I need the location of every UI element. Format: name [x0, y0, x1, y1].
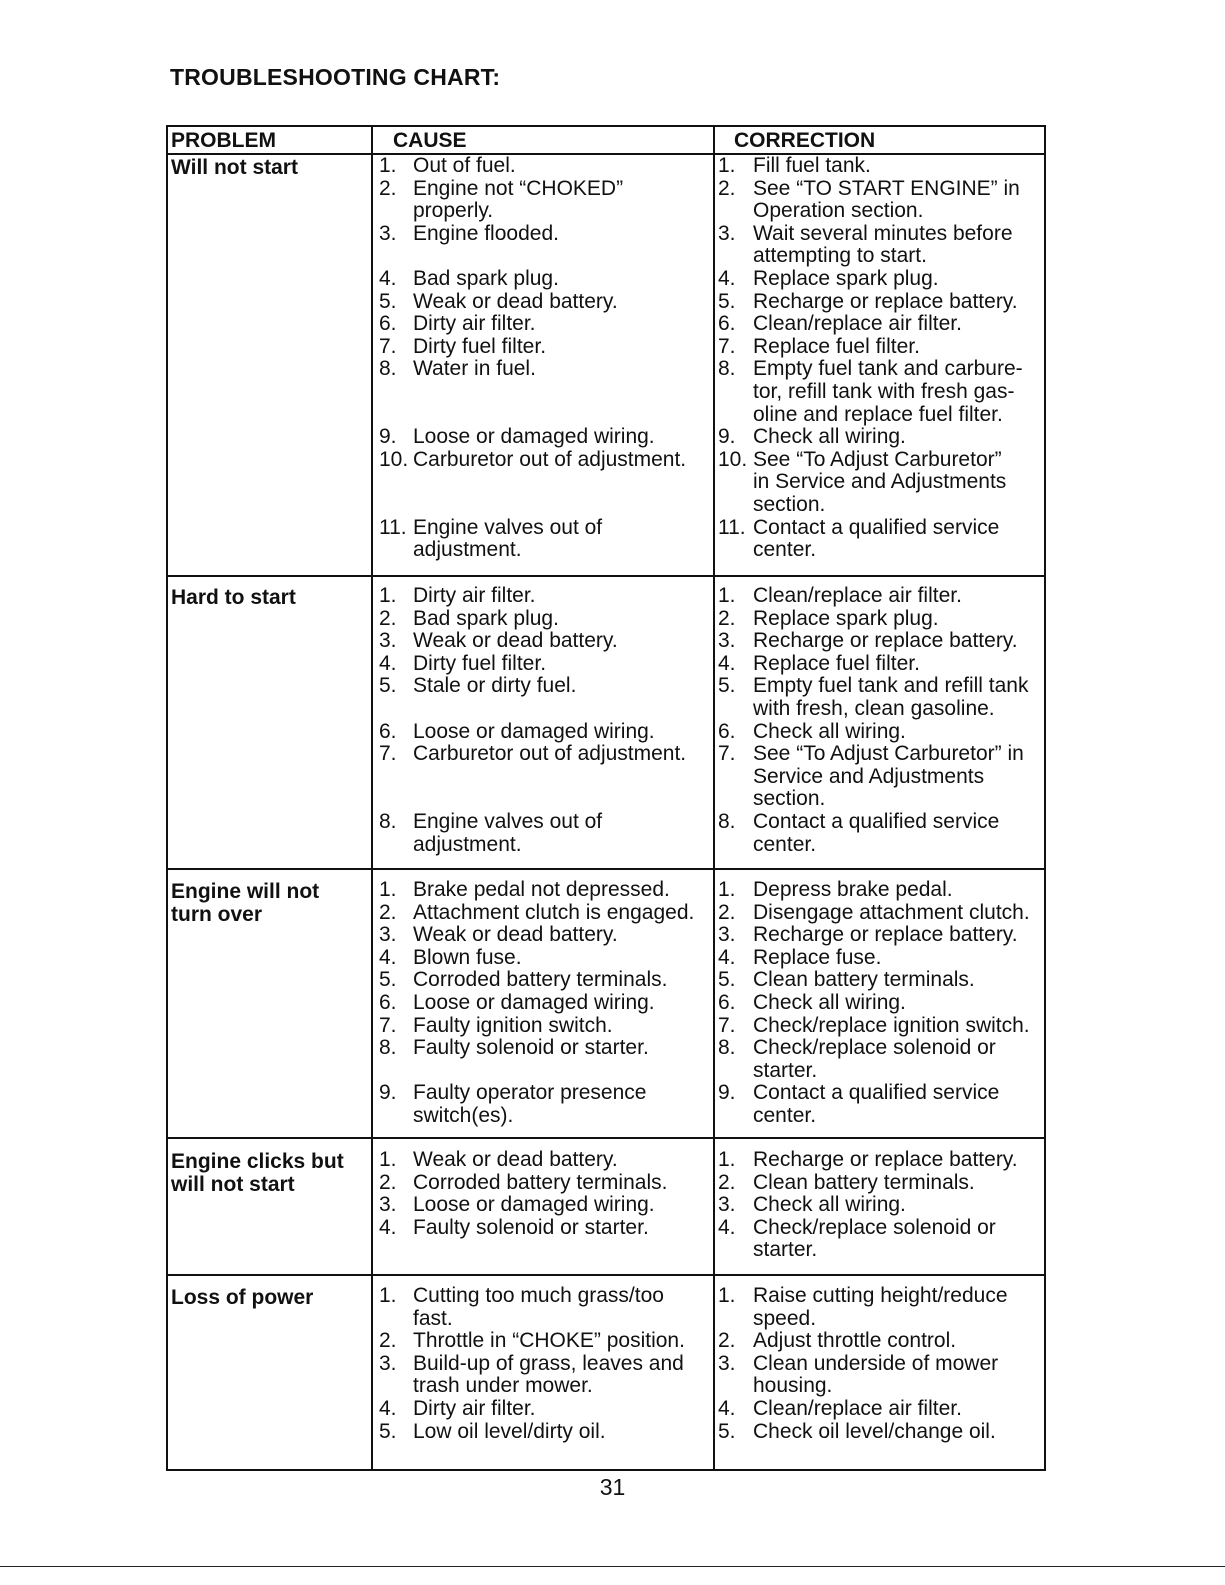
problem-label [171, 1286, 313, 1309]
cause-item-number: 3. [379, 1193, 397, 1217]
correction-item-number: 4. [718, 1397, 736, 1420]
cause-item-text [413, 1330, 685, 1353]
correction-item-number: 5. [718, 968, 736, 992]
cause-item-text [413, 223, 559, 246]
cause-item-text [413, 1082, 646, 1127]
cause-item-number: 4. [379, 267, 397, 290]
problem-label-line: turn over [171, 903, 263, 926]
correction-item-number: 1. [718, 1148, 736, 1171]
correction-text-line: with fresh, clean gasoline. [753, 696, 995, 720]
correction-item-number: 4. [718, 651, 736, 675]
cause-item-number: 1. [379, 1284, 397, 1307]
correction-text-line: Check/replace solenoid or [753, 1036, 996, 1060]
correction-text-line: Clean/replace air filter. [753, 312, 962, 336]
cause-text-line: Engine valves out of [413, 810, 603, 833]
cause-item-text [413, 1172, 667, 1195]
correction-item-number: 1. [718, 878, 736, 901]
cause-text-line: Water in fuel. [413, 357, 536, 381]
correction-text-line: Replace fuse. [753, 945, 882, 969]
cause-text-line: Engine flooded. [413, 221, 559, 245]
correction-item-number: 6. [718, 719, 736, 743]
bottom-rule [0, 1566, 1225, 1567]
problem-label-line: Engine clicks but [171, 1150, 344, 1173]
row-divider [168, 1274, 1044, 1276]
correction-text-line: Check all wiring. [753, 1193, 906, 1217]
cause-text-line: adjustment. [413, 832, 522, 856]
cause-item-number: 2. [379, 1329, 397, 1353]
correction-item-text [753, 947, 881, 970]
cause-item-text [413, 1217, 649, 1240]
cause-item-text [413, 879, 670, 902]
correction-text-line: Recharge or replace battery. [753, 923, 1018, 947]
problem-label-line: Loss of power [171, 1286, 314, 1309]
correction-item-text [753, 879, 953, 902]
cause-text-line: Dirty fuel filter. [413, 334, 547, 358]
correction-item-text [753, 336, 920, 359]
cause-text-line: Stale or dirty fuel. [413, 674, 577, 698]
correction-item-number: 2. [718, 1170, 736, 1194]
cause-item-number: 7. [379, 334, 397, 358]
cause-item-number: 5. [379, 968, 397, 992]
cause-item-text [413, 1015, 613, 1038]
cause-text-line: Throttle in “CHOKE” position. [413, 1329, 685, 1353]
correction-item-text [753, 1398, 962, 1421]
cause-item-text [413, 1285, 664, 1330]
correction-text-line: Clean/replace air filter. [753, 1397, 962, 1420]
cause-item-number: 4. [379, 1215, 397, 1239]
correction-item-number: 2. [718, 606, 736, 630]
cause-text-line: Blown fuse. [413, 945, 522, 969]
cause-text-line: Faulty operator presence [413, 1081, 647, 1105]
cause-item-text [413, 426, 655, 449]
correction-text-line: Clean underside of mower [753, 1351, 999, 1375]
cause-item-text [413, 449, 686, 472]
cause-text-line: adjustment. [413, 538, 522, 562]
cause-item-number: 6. [379, 312, 397, 336]
cause-text-line: Corroded battery terminals. [413, 1170, 668, 1194]
cause-text-line: Weak or dead battery. [413, 289, 618, 313]
correction-text-line: tor, refill tank with fresh gas- [753, 379, 1015, 403]
cause-item-number: 1. [379, 878, 397, 901]
correction-item-text [753, 155, 871, 178]
correction-item-text [753, 721, 906, 744]
cause-item-text [413, 992, 655, 1015]
cause-text-line: Build-up of grass, leaves and [413, 1351, 684, 1375]
cause-item-text [413, 743, 686, 766]
correction-text-line: starter. [753, 1238, 818, 1262]
correction-item-text [753, 608, 939, 631]
correction-item-number: 8. [718, 810, 736, 833]
correction-text-line: Fill fuel tank. [753, 154, 871, 177]
correction-text-line: housing. [753, 1374, 833, 1398]
row-divider [168, 575, 1044, 577]
correction-text-line: attempting to start. [753, 244, 927, 268]
correction-item-text [753, 1194, 906, 1217]
cause-item-number: 5. [379, 674, 397, 698]
cause-item-number: 4. [379, 651, 397, 675]
cause-item-number: 1. [379, 584, 397, 607]
cause-text-line: Low oil level/dirty oil. [413, 1419, 606, 1443]
correction-text-line: Clean/replace air filter. [753, 584, 962, 607]
correction-text-line: Raise cutting height/reduce [753, 1284, 1008, 1307]
cause-item-number: 9. [379, 425, 397, 449]
correction-item-text [753, 358, 1023, 426]
correction-item-text [753, 924, 1018, 947]
cause-item-text [413, 924, 618, 947]
cause-item-number: 2. [379, 900, 397, 924]
correction-text-line: Clean battery terminals. [753, 1170, 975, 1194]
page-number: 31 [599, 1474, 626, 1500]
cause-item-text [413, 517, 602, 562]
correction-item-text [753, 291, 1018, 314]
cause-item-text [413, 947, 522, 970]
correction-text-line: Check all wiring. [753, 719, 906, 743]
cause-item-number: 2. [379, 176, 397, 200]
correction-text-line: Recharge or replace battery. [753, 289, 1018, 313]
row-divider [168, 868, 1044, 870]
column-divider [713, 127, 715, 1469]
cause-item-text [413, 608, 559, 631]
correction-item-number: 2. [718, 900, 736, 924]
cause-text-line: Carburetor out of adjustment. [413, 742, 687, 766]
cause-item-text [413, 1149, 618, 1172]
correction-text-line: See “To Adjust Carburetor” in [753, 742, 1024, 766]
column-divider [371, 127, 373, 1469]
cause-item-text [413, 902, 694, 925]
correction-text-line: Service and Adjustments [753, 764, 985, 788]
correction-item-number: 8. [718, 1036, 736, 1060]
correction-text-line: Contact a qualified service [753, 1081, 1000, 1105]
correction-text-line: Clean battery terminals. [753, 968, 975, 992]
correction-text-line: Adjust throttle control. [753, 1329, 957, 1353]
cause-text-line: properly. [413, 199, 494, 223]
cause-text-line: Loose or damaged wiring. [413, 425, 655, 449]
correction-item-text [753, 268, 939, 291]
correction-text-line: See “TO START ENGINE” in [753, 176, 1020, 200]
correction-item-text [753, 223, 1013, 268]
correction-item-number: 8. [718, 357, 736, 381]
cause-text-line: Dirty air filter. [413, 584, 536, 607]
cause-text-line: Weak or dead battery. [413, 1148, 618, 1171]
cause-item-number: 4. [379, 945, 397, 969]
cause-item-text [413, 358, 536, 381]
correction-item-text [753, 1353, 998, 1398]
cause-item-number: 2. [379, 1170, 397, 1194]
correction-text-line: in Service and Adjustments [753, 470, 1007, 494]
correction-item-text [753, 517, 999, 562]
problem-label-line: Will not start [171, 156, 298, 179]
cause-text-line: Carburetor out of adjustment. [413, 447, 687, 471]
correction-item-number: 3. [718, 221, 736, 245]
cause-item-text [413, 1398, 536, 1421]
problem-label-line: will not start [171, 1173, 295, 1196]
correction-text-line: starter. [753, 1058, 818, 1082]
cause-item-number: 5. [379, 1419, 397, 1443]
problem-label [171, 880, 319, 926]
cause-item-text [413, 811, 602, 856]
correction-item-text [753, 313, 962, 336]
correction-item-number: 11. [718, 515, 746, 539]
correction-item-number: 1. [718, 584, 736, 607]
correction-item-text [753, 992, 906, 1015]
cause-text-line: Engine valves out of [413, 515, 603, 539]
correction-text-line: Replace fuel filter. [753, 651, 920, 675]
correction-text-line: center. [753, 1103, 817, 1127]
correction-item-number: 2. [718, 176, 736, 200]
header-correction: CORRECTION [734, 129, 876, 152]
correction-text-line: Check/replace ignition switch. [753, 1013, 1030, 1037]
cause-text-line: Out of fuel. [413, 154, 516, 177]
cause-item-number: 8. [379, 357, 397, 381]
correction-text-line: Operation section. [753, 199, 924, 223]
cause-text-line: Dirty fuel filter. [413, 651, 547, 675]
correction-text-line: Recharge or replace battery. [753, 1148, 1018, 1171]
correction-item-number: 10. [718, 447, 748, 471]
correction-item-number: 7. [718, 742, 736, 766]
cause-text-line: Loose or damaged wiring. [413, 991, 655, 1014]
cause-item-number: 1. [379, 154, 397, 177]
cause-text-line: Dirty air filter. [413, 1397, 536, 1420]
cause-item-text [413, 721, 655, 744]
correction-item-text [753, 1421, 996, 1444]
header-problem: PROBLEM [171, 129, 276, 152]
correction-item-text [753, 1149, 1018, 1172]
correction-text-line: Empty fuel tank and carbure- [753, 357, 1023, 381]
correction-item-text [753, 675, 1028, 720]
cause-text-line: Weak or dead battery. [413, 923, 618, 947]
cause-text-line: Brake pedal not depressed. [413, 878, 670, 901]
correction-text-line: Recharge or replace battery. [753, 629, 1018, 653]
correction-item-number: 5. [718, 289, 736, 313]
cause-item-text [413, 313, 536, 336]
cause-text-line: Bad spark plug. [413, 267, 559, 290]
correction-item-number: 1. [718, 154, 736, 177]
cause-text-line: switch(es). [413, 1103, 514, 1127]
correction-item-number: 3. [718, 1193, 736, 1217]
correction-item-number: 5. [718, 674, 736, 698]
cause-text-line: Faulty solenoid or starter. [413, 1036, 649, 1060]
cause-text-line: Faulty solenoid or starter. [413, 1215, 649, 1239]
cause-text-line: Engine not “CHOKED” [413, 176, 624, 200]
correction-text-line: Check all wiring. [753, 425, 906, 449]
cause-text-line: Weak or dead battery. [413, 629, 618, 653]
correction-item-text [753, 1037, 996, 1082]
correction-text-line: Check oil level/change oil. [753, 1419, 996, 1443]
correction-item-text [753, 1082, 999, 1127]
cause-item-text [413, 675, 576, 698]
correction-item-number: 4. [718, 267, 736, 290]
cause-item-text [413, 585, 536, 608]
correction-item-text [753, 1330, 956, 1353]
correction-item-number: 9. [718, 425, 736, 449]
correction-item-text [753, 449, 1006, 517]
correction-item-text [753, 178, 1020, 223]
cause-item-text [413, 969, 667, 992]
correction-item-number: 4. [718, 1215, 736, 1239]
cause-text-line: Attachment clutch is engaged. [413, 900, 695, 924]
correction-text-line: Disengage attachment clutch. [753, 900, 1030, 924]
correction-item-text [753, 902, 1030, 925]
cause-text-line: Faulty ignition switch. [413, 1013, 613, 1037]
correction-text-line: Contact a qualified service [753, 515, 1000, 539]
cause-item-number: 6. [379, 719, 397, 743]
correction-text-line: Check all wiring. [753, 991, 906, 1014]
correction-item-number: 3. [718, 629, 736, 653]
correction-text-line: Wait several minutes before [753, 221, 1013, 245]
correction-item-number: 6. [718, 312, 736, 336]
correction-item-text [753, 585, 962, 608]
header-divider [168, 153, 1044, 155]
row-divider [168, 1137, 1044, 1139]
correction-item-text [753, 1172, 975, 1195]
cause-item-text [413, 336, 546, 359]
correction-item-text [753, 653, 920, 676]
correction-item-number: 5. [718, 1419, 736, 1443]
correction-item-number: 9. [718, 1081, 736, 1105]
troubleshooting-table [166, 125, 1046, 1471]
correction-text-line: Replace fuel filter. [753, 334, 920, 358]
cause-item-text [413, 630, 618, 653]
cause-item-text [413, 1194, 655, 1217]
correction-item-text [753, 1217, 996, 1262]
correction-item-text [753, 1285, 1008, 1330]
cause-item-number: 3. [379, 221, 397, 245]
problem-label [171, 156, 298, 179]
cause-item-text [413, 178, 623, 223]
page-title: TROUBLESHOOTING CHART: [170, 64, 501, 90]
correction-text-line: Replace spark plug. [753, 267, 939, 290]
cause-item-number: 3. [379, 923, 397, 947]
cause-text-line: Dirty air filter. [413, 312, 536, 336]
cause-item-text [413, 291, 618, 314]
cause-item-number: 10. [379, 447, 409, 471]
correction-item-text [753, 811, 999, 856]
cause-item-number: 7. [379, 1013, 397, 1037]
correction-item-number: 6. [718, 991, 736, 1014]
correction-text-line: Check/replace solenoid or [753, 1215, 996, 1239]
cause-item-number: 4. [379, 1397, 397, 1420]
cause-item-number: 9. [379, 1081, 397, 1105]
correction-item-number: 4. [718, 945, 736, 969]
correction-text-line: Depress brake pedal. [753, 878, 953, 901]
cause-item-number: 7. [379, 742, 397, 766]
cause-item-text [413, 268, 559, 291]
cause-text-line: fast. [413, 1306, 453, 1330]
correction-text-line: Replace spark plug. [753, 606, 939, 630]
correction-item-number: 7. [718, 334, 736, 358]
correction-text-line: speed. [753, 1306, 817, 1330]
cause-item-number: 3. [379, 1351, 397, 1375]
cause-item-number: 3. [379, 629, 397, 653]
cause-item-number: 11. [379, 515, 407, 539]
correction-text-line: center. [753, 538, 817, 562]
cause-text-line: Cutting too much grass/too [413, 1284, 664, 1307]
correction-text-line: section. [753, 787, 826, 811]
correction-item-number: 2. [718, 1329, 736, 1353]
correction-item-text [753, 1015, 1030, 1038]
cause-text-line: Corroded battery terminals. [413, 968, 668, 992]
cause-text-line: trash under mower. [413, 1374, 593, 1398]
correction-item-number: 3. [718, 1351, 736, 1375]
correction-item-number: 7. [718, 1013, 736, 1037]
correction-text-line: Contact a qualified service [753, 810, 1000, 833]
correction-item-number: 3. [718, 923, 736, 947]
cause-item-text [413, 1353, 684, 1398]
cause-item-number: 5. [379, 289, 397, 313]
correction-item-number: 1. [718, 1284, 736, 1307]
cause-item-number: 1. [379, 1148, 397, 1171]
problem-label-line: Engine will not [171, 880, 320, 903]
cause-text-line: Bad spark plug. [413, 606, 559, 630]
correction-item-text [753, 969, 975, 992]
cause-item-text [413, 1421, 606, 1444]
cause-text-line: Loose or damaged wiring. [413, 1193, 655, 1217]
problem-label-line: Hard to start [171, 586, 296, 609]
correction-text-line: center. [753, 832, 817, 856]
correction-text-line: Empty fuel tank and refill tank [753, 674, 1029, 698]
cause-item-number: 6. [379, 991, 397, 1014]
cause-item-number: 8. [379, 1036, 397, 1060]
correction-text-line: oline and replace fuel filter. [753, 402, 1003, 426]
cause-text-line: Loose or damaged wiring. [413, 719, 655, 743]
correction-text-line: section. [753, 492, 826, 516]
problem-label [171, 586, 296, 609]
correction-text-line: See “To Adjust Carburetor” [753, 447, 1002, 471]
problem-label [171, 1150, 344, 1196]
cause-item-number: 8. [379, 810, 397, 833]
correction-item-text [753, 426, 906, 449]
cause-item-text [413, 653, 546, 676]
header-cause: CAUSE [393, 129, 467, 152]
correction-item-text [753, 743, 1024, 811]
correction-item-text [753, 630, 1018, 653]
cause-item-text [413, 155, 516, 178]
cause-item-number: 2. [379, 606, 397, 630]
cause-item-text [413, 1037, 649, 1060]
